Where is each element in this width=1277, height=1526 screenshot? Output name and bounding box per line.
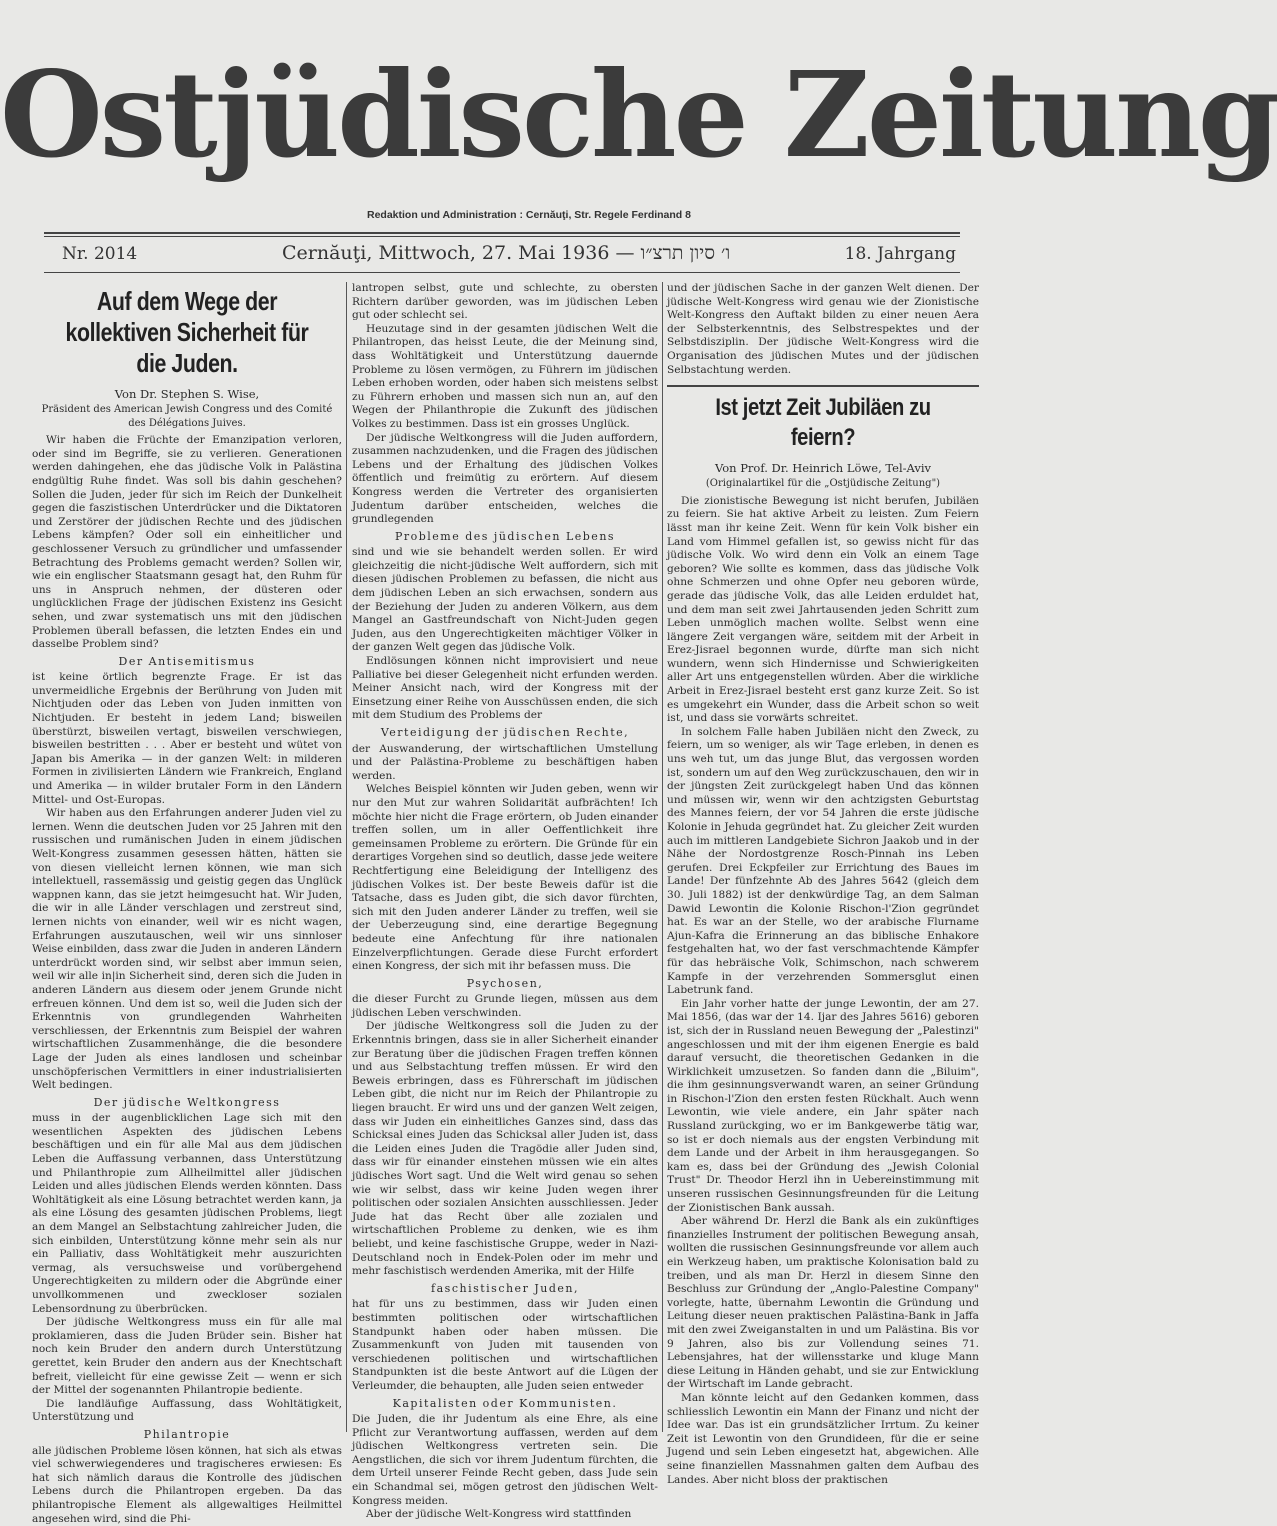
column-divider <box>662 282 663 1432</box>
paragraph: Die landläufige Auffassung, dass Wohltätigkeit, Unterstützung und <box>32 1397 342 1424</box>
paragraph: Die Juden, die ihr Judentum als eine Ehre, als eine Pflicht zur Verantwortung auffassen, werden auf dem jüdischen Weltkongress vertreten sein. Die Aengstlichen, die sich vor ihrem Judentum fürchten, die dem Urteil unserer Feinde Recht geben, dass Jude sein ein Schandmal sei, mögen getrost den jüdischen Welt-Kongress meiden. <box>352 1413 658 1507</box>
dateline <box>44 240 960 270</box>
paragraph: Wir haben die Früchte der Emanzipation verloren, oder sind im Begriffe, sie zu verlieren. Generationen werden dahingehen, ehe das jüdische Volk in Palästina endgültig Ruhe findet. Was soll bis dahin geschehen? Sollen die Juden, jeder für sich im Reich der Dunkelheit gegen die faszistischen Unterdrücker und die Diktatoren und Zerstörer der jüdischen Rechte und des jüdischen Lebens kämpfen? Oder soll ein einheitlicher und geschlossener Versuch zu gründlicher und umfassender Betrachtung des Problems gemacht werden? Sollen wir, wie ein englischer Staatsmann gesagt hat, den Ruhm für uns in Anspruch nehmen, der düsteren oder unglücklichen Frage der jüdischen Existenz ins Gesicht sehen, und zwar systematisch uns mit den jüdischen Problemen überall befassen, die letzten Endes ein und dasselbe Problem sind? <box>32 434 342 651</box>
column-3 <box>667 282 979 1486</box>
section-heading: Philantropie <box>143 1427 231 1441</box>
paragraph: Aber der jüdische Welt-Kongress wird stattfinden <box>366 1508 632 1521</box>
issue-number: Nr. 2014 <box>62 244 138 264</box>
paragraph: Der jüdische Weltkongress will die Juden auffordern, zusammen nachzudenken, und die Fragen des jüdischen Lebens und der Erhaltung des jüdischen Volkes öffentlich und freimütig zu erörtern. Auf diesem Kongress werden die Vertreter des organisierten Judentum darüber entscheiden, welches die grundlegenden <box>352 431 658 526</box>
paragraph: Wir haben aus den Erfahrungen anderer Juden viel zu lernen. Wenn die deutschen Juden vor 25 Jahren mit den russischen und rumänischen Juden in einem jüdischen Welt-Kongress zusammen gesessen hätten, hätten sie von diesen vielleicht lernen können, wie man sich intellektuell, rassemässig und geistig gegen das Unglück wappnen kann, das sie jetzt heimgesucht hat. Wir Juden, die wir in alle Länder verschlagen und zerstreut sind, lernen nichts von einander, weil wir es nicht wagen, Erfahrungen auszutauschen, weil wir uns sinnloser Weise einbilden, dass zwar die Juden in anderen Ländern unterdrückt worden sind, wir selbst aber immun seien, weil wir alle in|in Sicherheit sind, deren sich die Juden in anderen Ländern aus diesem oder jenem Grunde nicht erfreuen können. Und dem ist so, weil die Juden sich der Erkenntnis von grundlegenden Wahrheiten verschliessen, der Erkenntnis zum Beispiel der wahren wirtschaftlichen Zusammenhänge, die die besondere Lage der Juden als eines landlosen und scheinbar unschöpferischen Vermittlers in einer industrialisierten Welt bedingen. <box>32 807 342 1092</box>
column-divider <box>346 282 347 1432</box>
section-heading: Kapitalisten oder Kommunisten. <box>392 1396 618 1410</box>
section-heading: Der Antisemitismus <box>118 654 256 668</box>
paragraph: sind und wie sie behandelt werden sollen. Er wird gleichzeitig die nicht-jüdische Welt auffordern, sich mit diesen jüdischen Problemen zu befassen, die nicht aus dem jüdischen Leben an sich erwachsen, sondern aus der Beziehung der Juden zu anderen Völkern, aus dem Mangel an Gastfreundschaft von Nicht-Juden gegen Juden, aus den Ungerechtigkeiten mächtiger Völker in der ganzen Welt gegen das jüdische Volk. <box>352 546 658 654</box>
paragraph: Man könnte leicht auf den Gedanken kommen, dass schliesslich Lewontin ein Mann der Finanz und nicht der Idee war. Das ist ein grundsätzlicher Irrtum. Zu keiner Zeit ist Lewontin von den Grundideen, für die er seine Jugend und sein Leben eingesetzt hat, abgewichen. Alle seine finanziellen Massnahmen galten dem Aufbau des Landes. Aber nicht bloss der praktischen <box>667 1391 979 1486</box>
paragraph: Welches Beispiel könnten wir Juden geben, wenn wir nur den Mut zur wahren Solidarität aufbrächten! Ich möchte hier nicht die Frage erörtern, ob Juden einander treffen sollen, um in aller Oeffentlichkeit ihre gemeinsamen Probleme zu erörtern. Die Gründe für ein derartiges Vorgehen sind so deutlich, dasse jede weitere Rechtfertigung eine Beleidigung der Intelligenz des jüdischen Volkes ist. Der beste Beweis dafür ist die Tatsache, dass es Juden gibt, die sich davor fürchten, sich mit den Juden anderer Länder zu treffen, weil sie der Ueberzeugung sind, eine derartige Begegnung bedeute eine Anfechtung für ihre nationalen Einzelverpflichtungen. Gerade diese Furcht erfordert einen Kongress, der sich mit ihr befassen muss. Die <box>352 783 658 973</box>
divider <box>44 232 960 234</box>
paragraph: hat für uns zu bestimmen, dass wir Juden einen bestimmten politischen oder wirtschaftlichen Standpunkt haben oder haben müssen. Die Zusammenkunft von Juden mit tausenden von verschiedenen politischen und wirtschaftlichen Standpunkten ist die beste Antwort auf die Lügen der Verleumder, die behaupten, alle Juden seien entweder <box>352 1298 658 1392</box>
paragraph: und der jüdischen Sache in der ganzen Welt dienen. Der jüdische Welt-Kongress wird genau wie der Zionistische Welt-Kongress den Auftakt bilden zu einer neuen Aera der Selbsterkenntnis, des Selbstrespektes und der Selbstdisziplin. Der jüdische Welt-Kongress wird die Organisation des jüdischen Mutes und der jüdischen Selbstachtung werden. <box>667 282 979 376</box>
column-2 <box>352 282 658 1521</box>
section-heading: Probleme des jüdischen Lebens <box>394 529 616 543</box>
paragraph: die dieser Furcht zu Grunde liegen, müssen aus dem jüdischen Leben verschwinden. <box>352 993 658 1019</box>
section-heading: Der jüdische Weltkongress <box>93 1095 281 1109</box>
article-byline: Von Dr. Stephen S. Wise, <box>114 387 260 401</box>
paragraph: lantropen selbst, gute und schlechte, zu obersten Richtern darüber geworden, was im jüdischen Leben gut oder schlecht sei. <box>352 282 658 322</box>
paragraph: Ein Jahr vorher hatte der junge Lewontin, der am 27. Mai 1856, (das war der 14. Ijar des Jahres 5616) geboren ist, sich der in Russland neuen Bewegung der „Palestinzi" angeschlossen und mit der ihm eigenen Energie es bald darauf versucht, die theoretischen Gedanken in die Wirklichkeit umzusetzen. So fanden dann die „Biluim", die ihm gesinnungsverwandt waren, an seiner Gründung in Rischon-l'Zion den ersten festen Rückhalt. Auch wenn Lewontin, wie viele andere, ein Jahr später nach Russland zurückging, wo er im Bankgewerbe tätig war, so ist er doch niemals aus der engsten Verbindung mit dem Lande und der Arbeit in ihm herausgegangen. So kam es, dass bei der Gründung des „Jewish Colonial Trust" Dr. Theodor Herzl ihn in Uebereinstimmung mit unseren russischen Gesinnungsfreunden für die Leitung der Zionistischen Bank aussah. <box>667 997 979 1214</box>
article-byline: Von Prof. Dr. Heinrich Löwe, Tel-Aviv <box>714 461 932 476</box>
masthead <box>0 40 1277 200</box>
divider <box>44 236 960 237</box>
paragraph: alle jüdischen Probleme lösen können, hat sich als etwas viel schwerwiegenderes und tragischeres erwiesen: Es hat sich nämlich daraus die Kontrolle des jüdischen Lebens durch die Philantropen ergeben. Da das philantropische Element als allgewaltiges Heilmittel angesehen wird, sind die Phi- <box>32 1444 342 1525</box>
article-byline-sub: (Originalartikel für die „Ostjüdische Zeitung") <box>705 478 941 490</box>
article-divider <box>667 385 979 387</box>
article-headline: Ist jetzt Zeit Jubiläen zu feiern? <box>715 394 931 452</box>
paragraph: der Auswanderung, der wirtschaftlichen Umstellung und der Palästina-Probleme zu beschäftigen haben werden. <box>352 742 658 782</box>
column-1 <box>32 282 342 1525</box>
article-headline: Auf dem Wege der kollektiven Sicherheit für die Juden. <box>65 286 309 378</box>
issue-date: Cernăuţi, Mittwoch, 27. Mai 1936 — ו׳ סיון תרצ״ו <box>282 242 731 264</box>
paragraph: In solchem Falle haben Jubiläen nicht den Zweck, zu feiern, um so weniger, als wir Tage erleben, in denen es uns weh tut, um das junge Blut, das vergossen worden ist, sondern um auf den Weg zurückzuschauen, den wir in der jüngsten Zeit zurückgelegt haben Und das können und müssen wir, wenn wir den achtzigsten Geburtstag des Mannes feiern, der vor 54 Jahren die erste jüdische Kolonie in Jehuda gegründet hat. Zu gleicher Zeit wurden auch im mittleren Landgebiete Sichron Jaakob und in der Nähe der Nordostgrenze Rosch-Pinnah ins Leben gerufen. Drei Eckpfeiler zur Errichtung des Baues im Lande! Der fünfzehnte Ab des Jahres 5642 (gleich dem 30. Juli 1882) ist der denkwürdige Tag, an dem Salman Dawid Lewontin die Kolonie Rischon-l'Zion gegründet hat. Es war an der Stelle, wo der arabische Flurname Ajun-Kafra die Erinnerung an das biblische Enhakore festgehalten hat, wo der fast verschmachtende Kämpfer für das hebräische Volk, Schimschon, nach schwerem Kampfe in der verzehrenden Sommersglut einen Labetrunk fand. <box>667 725 979 997</box>
paragraph: Aber während Dr. Herzl die Bank als ein zukünftiges finanzielles Instrument der politischen Bewegung ansah, wollten die russischen Gesinnungsfreunde vor allem auch ein Werkzeug haben, um praktische Kolonisation bald zu treiben, und als man Dr. Herzl in diesem Sinne den Beschluss zur Gründung der „Anglo-Palestine Company" vorlegte, hatte, übernahm Lewontin die Gründung und Leitung dieser neuen praktischen Palästina-Bank in Jaffa mit den zwei Zweiganstalten in und um Palästina. Bis vor 9 Jahren, also bis zur Vollendung seines 71. Lebensjahres, hat der willensstarke und kluge Mann diese Leitung in Händen gehabt, und sie zur Entwicklung der Wirtschaft im Lande gebracht. <box>667 1215 979 1391</box>
paragraph: Endlösungen können nicht improvisiert und neue Palliative bei dieser Gelegenheit nicht erfunden werden. Meiner Ansicht nach, wird der Kongress mit der Einsetzung einer Reihe von Ausschüssen enden, die sich mit dem Studium des Problems der <box>352 655 658 722</box>
paragraph: Der jüdische Weltkongress soll die Juden zu der Erkenntnis bringen, dass sie in aller Sicherheit einander zur Beratung über die jüdischen Fragen treffen können und aus Selbstachtung treffen müssen. Er wird den Beweis erbringen, dass es Führerschaft im jüdischen Leben gibt, die nicht nur im Reich der Philantropie zu liegen braucht. Er wird uns und der ganzen Welt zeigen, dass wir Juden ein einheitliches Ganzes sind, dass das Schicksal eines Juden das Schicksal aller Juden ist, dass die Leiden eines Juden die Tragödie aller Juden sind, dass wir für einander einstehen müssen wie ein altes jüdisches Wort sagt. Und die Welt wird genau so sehen wie wir selbst, dass wir keine Juden wegen ihrer politischen oder sozialen Ansichten ausschliessen. Jeder Jude hat das Recht über alle zozialen und wirtschaftlichen Probleme zu denken, wie es ihm beliebt, und keine faschistische Gruppe, weder in Nazi-Deutschland noch in Endek-Polen oder im mehr und mehr faschistisch werdenden Amerika, mit der Hilfe <box>352 1020 658 1278</box>
paragraph: Heuzutage sind in der gesamten jüdischen Welt die Philantropen, das heisst Leute, die der Meinung sind, dass Wohltätigkeit und Unterstützung dauernde Probleme zu lösen vermögen, zu Führern im jüdischen Leben erhoben worden, oder haben sich meistens selbst zu Führern erhoben und massen sich nun an, auf den Wegen der Philanthropie die Zukunft des jüdischen Volkes zu bestimmen. Dass ist ein grosses Unglück. <box>352 322 658 430</box>
paragraph: Die zionistische Bewegung ist nicht berufen, Jubiläen zu feiern. Sie hat aktive Arbeit zu leisten. Zum Feiern lässt man ihr keine Zeit. Wenn für kein Volk bisher ein Land vom Himmel gefallen ist, so gewiss nicht für das jüdische Volk. Wo wird denn ein Volk an einem Tage geboren? Wie sollte es kommen, dass das jüdische Volk ohne Schmerzen und ohne Opfer neu geboren würde, gerade das jüdische Volk, das alle Leiden erduldet hat, und dem man seit zwei Jahrtausenden jeden Schritt zum Leben unmöglich machen wollte. Selbst wenn eine längere Zeit vergangen wäre, seitdem mit der Arbeit in Erez-Jisrael begonnen wurde, dürfte man sich nicht wundern, wenn sich Hindernisse und Schwierigkeiten aller Art uns entgegenstellen würden. Aber die wirkliche Arbeit in Erez-Jisrael besteht erst ganz kurze Zeit. So ist es umgekehrt ein Wunder, dass die Arbeit schon so weit ist, und dass sie vorwärts schreitet. <box>667 494 979 725</box>
divider <box>44 272 960 273</box>
section-heading: Verteidigung der jüdischen Rechte, <box>380 726 630 739</box>
article-byline-sub: Präsident des American Jewish Congress und des Comité des Délégations Juives. <box>41 404 333 429</box>
newspaper-title: Ostjüdische Zeitung <box>0 45 1277 184</box>
paragraph: Der jüdische Weltkongress muss ein für alle mal proklamieren, dass die Juden Brüder sein. Bisher hat noch kein Bruder den andern durch Unterstützung gerettet, kein Bruder den andern aus der Knechtschaft befreit, vielleicht für eine gewisse Zeit — wenn er sich der Mittel der sogenannten Philantropie bediente. <box>32 1316 342 1397</box>
masthead-address: Redaktion und Administration : Cernăuţi, Str. Regele Ferdinand 8 <box>367 209 691 221</box>
paragraph: ist keine örtlich begrenzte Frage. Er ist das unvermeidliche Ergebnis der Berührung von Juden mit Nichtjuden oder das Leben von Juden inmitten von Nichtjuden. Er besteht in jedem Land; bisweilen überstürzt, bisweilen vertagt, bisweilen verschwiegen, bisweilen bestritten . . . Aber er besteht und wütet von Japan bis Amerika — in der ganzen Welt: in milderen Formen in zivilisierten Ländern wie Frankreich, England und Amerika — in wilder brutaler Form in den Ländern Mittel- und Ost-Europas. <box>32 671 342 806</box>
section-heading: Psychosen, <box>466 976 544 990</box>
section-heading: faschistischer Juden, <box>431 1281 579 1295</box>
volume-year: 18. Jahrgang <box>844 244 956 264</box>
paragraph: muss in der augenblicklichen Lage sich mit den wesentlichen Aspekten des jüdischen Lebens beschäftigen und ein für alle Mal aus dem jüdischen Leben die Auffassung verbannen, dass Unterstützung und Philanthropie zum Allheilmittel aller jüdischen Leiden und alles jüdischen Elends werden könnten. Dass Wohltätigkeit als eine Lösung betrachtet werden kann, ja als eine Lösung des gesamten jüdischen Problems, liegt an dem Mangel an Selbstachtung zahlreicher Juden, die sich einbilden, Unterstützung könne mehr sein als nur ein Palliativ, dass Wohltätigkeit mehr auszurichten vermag, als versuchsweise und vorübergehend Ungerechtigkeiten zu mildern oder die Abgründe einer unvollkommenen und zweckloser sozialen Lebensordnung zu überbrücken. <box>32 1112 342 1315</box>
